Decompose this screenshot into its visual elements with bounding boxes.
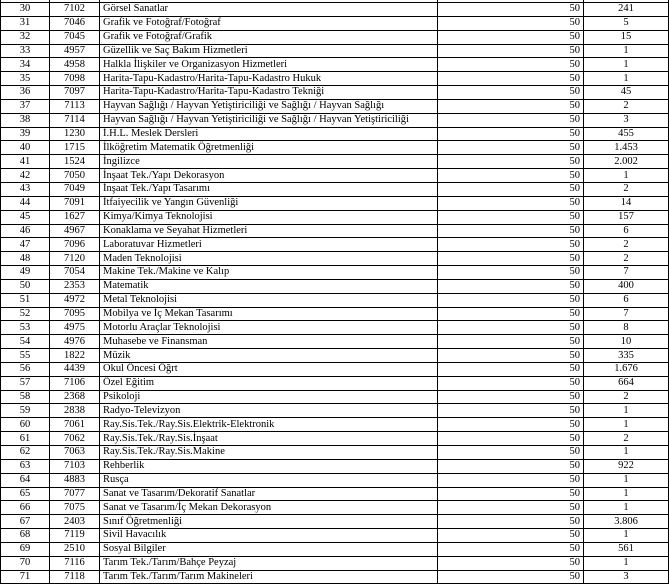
cell-no: 33 <box>1 44 50 58</box>
cell-no: 31 <box>1 16 50 30</box>
cell-code: 7113 <box>50 99 100 113</box>
cell-code: 7103 <box>50 459 100 473</box>
cell-quota: 50 <box>438 279 584 293</box>
cell-name: Sanat ve Tasarım/İç Mekan Dekorasyon <box>100 501 438 515</box>
cell-count: 1 <box>584 473 669 487</box>
cell-count: 45 <box>584 86 669 100</box>
table-row <box>1 473 669 487</box>
cell-count: 400 <box>584 279 669 293</box>
cell-no: 44 <box>1 196 50 210</box>
cell-quota: 50 <box>438 44 584 58</box>
cell-name: Ray.Sis.Tek./Ray.Sis.Elektrik-Elektronik <box>100 418 438 432</box>
cell-count: 6 <box>584 293 669 307</box>
cell-name: Görsel Sanatlar <box>100 3 438 17</box>
table-row <box>1 196 669 210</box>
cell-no: 50 <box>1 279 50 293</box>
cell-count: 1 <box>584 529 669 543</box>
cell-count: 1 <box>584 169 669 183</box>
cell-name: İtfaiyecilik ve Yangın Güvenliği <box>100 196 438 210</box>
cell-name: Sınıf Öğretmenliği <box>100 515 438 529</box>
cell-quota: 50 <box>438 487 584 501</box>
cell-count: 1.453 <box>584 141 669 155</box>
cell-code: 7120 <box>50 252 100 266</box>
cell-quota: 50 <box>438 390 584 404</box>
cell-no: 46 <box>1 224 50 238</box>
cell-name: Güzellik ve Saç Bakım Hizmetleri <box>100 44 438 58</box>
cell-code: 7049 <box>50 182 100 196</box>
cell-name: Tarım Tek./Tarım/Tarım Makineleri <box>100 570 438 584</box>
cell-name: Özel Eğitim <box>100 376 438 390</box>
cell-name: Radyo-Televizyon <box>100 404 438 418</box>
cell-quota: 50 <box>438 86 584 100</box>
cell-name: Hayvan Sağlığı / Hayvan Yetiştiriciliği ve Sağlığı / Hayvan Yetiştiriciliği <box>100 113 438 127</box>
cell-no: 39 <box>1 127 50 141</box>
cell-name: Kimya/Kimya Teknolojisi <box>100 210 438 224</box>
cell-no: 42 <box>1 169 50 183</box>
cell-quota: 50 <box>438 252 584 266</box>
cell-name: Maden Teknolojisi <box>100 252 438 266</box>
cell-count: 2.002 <box>584 155 669 169</box>
cell-quota: 50 <box>438 224 584 238</box>
cell-quota: 50 <box>438 335 584 349</box>
table-row <box>1 182 669 196</box>
cell-quota: 50 <box>438 307 584 321</box>
cell-count: 1 <box>584 404 669 418</box>
cell-name: Harita-Tapu-Kadastro/Harita-Tapu-Kadastro Hukuk <box>100 72 438 86</box>
cell-quota: 50 <box>438 473 584 487</box>
cell-code: 7096 <box>50 238 100 252</box>
table-body <box>1 0 669 584</box>
table-row <box>1 446 669 460</box>
table-row <box>1 307 669 321</box>
cell-quota: 50 <box>438 542 584 556</box>
cell-code: 2838 <box>50 404 100 418</box>
cell-code: 1230 <box>50 127 100 141</box>
table-row <box>1 99 669 113</box>
table-row <box>1 3 669 17</box>
cell-quota: 50 <box>438 556 584 570</box>
cell-no: 70 <box>1 556 50 570</box>
table-row <box>1 155 669 169</box>
table-row <box>1 141 669 155</box>
cell-quota: 50 <box>438 459 584 473</box>
cell-count: 2 <box>584 238 669 252</box>
cell-code: 7119 <box>50 529 100 543</box>
cell-no: 38 <box>1 113 50 127</box>
cell-no: 60 <box>1 418 50 432</box>
cell-quota: 50 <box>438 169 584 183</box>
cell-no: 68 <box>1 529 50 543</box>
cell-code: 2353 <box>50 279 100 293</box>
cell-name: Metal Teknolojisi <box>100 293 438 307</box>
cell-quota: 50 <box>438 432 584 446</box>
cell-count: 1 <box>584 487 669 501</box>
cell-name: Tarım Tek./Tarım/Bahçe Peyzaj <box>100 556 438 570</box>
cell-no: 36 <box>1 86 50 100</box>
cell-quota: 50 <box>438 321 584 335</box>
cell-count: 157 <box>584 210 669 224</box>
cell-name: İ.H.L. Meslek Dersleri <box>100 127 438 141</box>
table-row <box>1 321 669 335</box>
cell-quota: 50 <box>438 3 584 17</box>
cell-quota: 50 <box>438 404 584 418</box>
cell-code: 1524 <box>50 155 100 169</box>
cell-quota: 50 <box>438 127 584 141</box>
cell-count: 2 <box>584 99 669 113</box>
table-row <box>1 515 669 529</box>
cell-count: 3.806 <box>584 515 669 529</box>
cell-no: 65 <box>1 487 50 501</box>
cell-code: 7046 <box>50 16 100 30</box>
table-row <box>1 293 669 307</box>
table-row <box>1 501 669 515</box>
cell-name: Rusça <box>100 473 438 487</box>
cell-no: 48 <box>1 252 50 266</box>
cell-count: 14 <box>584 196 669 210</box>
table-row <box>1 362 669 376</box>
table-row <box>1 432 669 446</box>
cell-code: 7091 <box>50 196 100 210</box>
cell-no: 41 <box>1 155 50 169</box>
cell-quota: 50 <box>438 99 584 113</box>
cell-name: Muhasebe ve Finansman <box>100 335 438 349</box>
table-row <box>1 570 669 584</box>
cell-count: 8 <box>584 321 669 335</box>
cell-count: 6 <box>584 224 669 238</box>
table-row <box>1 224 669 238</box>
cell-quota: 50 <box>438 266 584 280</box>
cell-name: Ray.Sis.Tek./Ray.Sis.Makine <box>100 446 438 460</box>
cell-quota: 50 <box>438 210 584 224</box>
cell-count: 922 <box>584 459 669 473</box>
cell-name: Sanat ve Tasarım/Dekoratif Sanatlar <box>100 487 438 501</box>
cell-name: Matematik <box>100 279 438 293</box>
table-row <box>1 266 669 280</box>
cell-count: 1 <box>584 418 669 432</box>
cell-code: 4957 <box>50 44 100 58</box>
table-row <box>1 529 669 543</box>
table-row <box>1 390 669 404</box>
cell-code: 7106 <box>50 376 100 390</box>
cell-count: 2 <box>584 182 669 196</box>
cell-quota: 50 <box>438 418 584 432</box>
cell-count: 241 <box>584 3 669 17</box>
cell-count: 335 <box>584 349 669 363</box>
cell-no: 45 <box>1 210 50 224</box>
cell-code: 7097 <box>50 86 100 100</box>
cell-count: 15 <box>584 30 669 44</box>
table-row <box>1 210 669 224</box>
cell-quota: 50 <box>438 155 584 169</box>
table-row <box>1 238 669 252</box>
cell-quota: 50 <box>438 113 584 127</box>
cell-no: 67 <box>1 515 50 529</box>
cell-no: 40 <box>1 141 50 155</box>
table-row <box>1 349 669 363</box>
cell-count: 3 <box>584 570 669 584</box>
cell-code: 1627 <box>50 210 100 224</box>
table-row <box>1 44 669 58</box>
cell-code: 7102 <box>50 3 100 17</box>
cell-name: Okul Öncesi Öğrt <box>100 362 438 376</box>
cell-name: Mobilya ve İç Mekan Tasarımı <box>100 307 438 321</box>
cell-code: 7045 <box>50 30 100 44</box>
cell-no: 30 <box>1 3 50 17</box>
cell-name: Laboratuvar Hizmetleri <box>100 238 438 252</box>
cell-name: Sivil Havacılık <box>100 529 438 543</box>
cell-no: 53 <box>1 321 50 335</box>
cell-quota: 50 <box>438 362 584 376</box>
cell-name: İnşaat Tek./Yapı Tasarımı <box>100 182 438 196</box>
cell-code: 7077 <box>50 487 100 501</box>
table-row <box>1 335 669 349</box>
cell-code: 7098 <box>50 72 100 86</box>
cell-name: Psikoloji <box>100 390 438 404</box>
cell-code: 7118 <box>50 570 100 584</box>
cell-quota: 50 <box>438 293 584 307</box>
cell-count: 664 <box>584 376 669 390</box>
table-row <box>1 542 669 556</box>
cell-code: 4976 <box>50 335 100 349</box>
table-row <box>1 459 669 473</box>
cell-count: 561 <box>584 542 669 556</box>
cell-name: İnşaat Tek./Yapı Dekorasyon <box>100 169 438 183</box>
cell-name: Harita-Tapu-Kadastro/Harita-Tapu-Kadastro Tekniği <box>100 86 438 100</box>
cell-no: 35 <box>1 72 50 86</box>
cell-no: 59 <box>1 404 50 418</box>
table-row <box>1 113 669 127</box>
cell-count: 7 <box>584 266 669 280</box>
cell-count: 1.676 <box>584 362 669 376</box>
cell-name: Halkla İlişkiler ve Organizasyon Hizmetleri <box>100 58 438 72</box>
cell-quota: 50 <box>438 238 584 252</box>
cell-count: 455 <box>584 127 669 141</box>
cell-name: Sosyal Bilgiler <box>100 542 438 556</box>
cell-no: 47 <box>1 238 50 252</box>
cell-count: 5 <box>584 16 669 30</box>
cell-code: 2403 <box>50 515 100 529</box>
cell-no: 64 <box>1 473 50 487</box>
cell-code: 2368 <box>50 390 100 404</box>
cell-name: İlköğretim Matematik Öğretmenliği <box>100 141 438 155</box>
cell-no: 32 <box>1 30 50 44</box>
cell-name: Müzik <box>100 349 438 363</box>
cell-code: 7063 <box>50 446 100 460</box>
cell-code: 7114 <box>50 113 100 127</box>
table-row <box>1 127 669 141</box>
cell-quota: 50 <box>438 501 584 515</box>
cell-code: 7075 <box>50 501 100 515</box>
cell-name: Ray.Sis.Tek./Ray.Sis.İnşaat <box>100 432 438 446</box>
table-row <box>1 16 669 30</box>
table-row <box>1 169 669 183</box>
cell-code: 7062 <box>50 432 100 446</box>
cell-no: 52 <box>1 307 50 321</box>
cell-code: 4958 <box>50 58 100 72</box>
cell-name: Makine Tek./Makine ve Kalıp <box>100 266 438 280</box>
table-row <box>1 487 669 501</box>
cell-count: 10 <box>584 335 669 349</box>
cell-no: 54 <box>1 335 50 349</box>
cell-quota: 50 <box>438 182 584 196</box>
cell-name: Motorlu Araçlar Teknolojisi <box>100 321 438 335</box>
cell-no: 56 <box>1 362 50 376</box>
table-row <box>1 58 669 72</box>
cell-no: 34 <box>1 58 50 72</box>
cell-code: 7061 <box>50 418 100 432</box>
cell-quota: 50 <box>438 141 584 155</box>
cell-name: İngilizce <box>100 155 438 169</box>
table-row <box>1 30 669 44</box>
cell-count: 2 <box>584 390 669 404</box>
cell-count: 3 <box>584 113 669 127</box>
cell-count: 1 <box>584 72 669 86</box>
cell-no: 43 <box>1 182 50 196</box>
cell-count: 1 <box>584 501 669 515</box>
cell-quota: 50 <box>438 529 584 543</box>
table-row <box>1 376 669 390</box>
cell-quota: 50 <box>438 30 584 44</box>
cell-code: 1715 <box>50 141 100 155</box>
cell-no: 51 <box>1 293 50 307</box>
table-row <box>1 556 669 570</box>
cell-no: 61 <box>1 432 50 446</box>
table-row <box>1 72 669 86</box>
cell-code: 7116 <box>50 556 100 570</box>
cell-count: 1 <box>584 446 669 460</box>
cell-no: 62 <box>1 446 50 460</box>
cell-code: 7054 <box>50 266 100 280</box>
cell-quota: 50 <box>438 196 584 210</box>
cell-quota: 50 <box>438 349 584 363</box>
cell-count: 7 <box>584 307 669 321</box>
cell-no: 66 <box>1 501 50 515</box>
table-row <box>1 252 669 266</box>
cell-no: 37 <box>1 99 50 113</box>
cell-no: 49 <box>1 266 50 280</box>
cell-name: Grafik ve Fotoğraf/Grafik <box>100 30 438 44</box>
cell-no: 55 <box>1 349 50 363</box>
cell-code: 4439 <box>50 362 100 376</box>
cell-code: 1822 <box>50 349 100 363</box>
cell-quota: 50 <box>438 515 584 529</box>
cell-name: Hayvan Sağlığı / Hayvan Yetiştiriciliği ve Sağlığı / Hayvan Sağlığı <box>100 99 438 113</box>
cell-no: 63 <box>1 459 50 473</box>
cell-quota: 50 <box>438 376 584 390</box>
cell-quota: 50 <box>438 570 584 584</box>
cell-code: 7050 <box>50 169 100 183</box>
cell-code: 4972 <box>50 293 100 307</box>
cell-count: 1 <box>584 556 669 570</box>
cell-no: 69 <box>1 542 50 556</box>
cell-name: Rehberlik <box>100 459 438 473</box>
cell-no: 57 <box>1 376 50 390</box>
cell-quota: 50 <box>438 446 584 460</box>
cell-count: 1 <box>584 44 669 58</box>
cell-code: 4883 <box>50 473 100 487</box>
cell-no: 71 <box>1 570 50 584</box>
table-row <box>1 404 669 418</box>
table-row <box>1 418 669 432</box>
cell-count: 2 <box>584 252 669 266</box>
cell-code: 4975 <box>50 321 100 335</box>
cell-quota: 50 <box>438 58 584 72</box>
cell-name: Grafik ve Fotoğraf/Fotoğraf <box>100 16 438 30</box>
cell-no: 58 <box>1 390 50 404</box>
cell-count: 1 <box>584 58 669 72</box>
cell-code: 2510 <box>50 542 100 556</box>
table-row <box>1 86 669 100</box>
cell-quota: 50 <box>438 72 584 86</box>
table-row <box>1 279 669 293</box>
cell-quota: 50 <box>438 16 584 30</box>
cell-code: 7095 <box>50 307 100 321</box>
cell-name: Konaklama ve Seyahat Hizmetleri <box>100 224 438 238</box>
cell-count: 2 <box>584 432 669 446</box>
cell-code: 4967 <box>50 224 100 238</box>
